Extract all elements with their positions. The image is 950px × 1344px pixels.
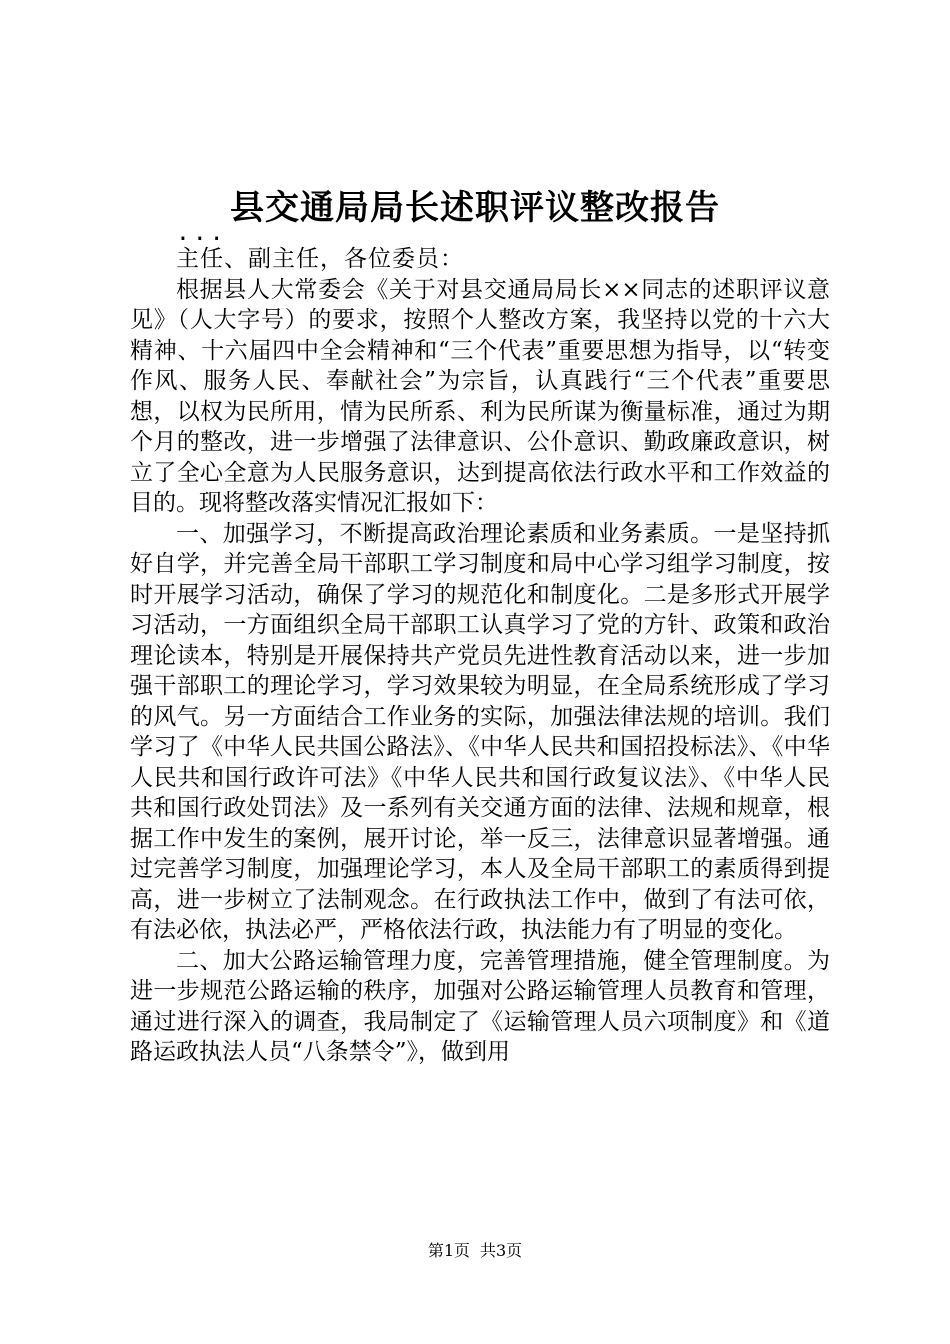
page-footer <box>0 1240 950 1262</box>
document-body <box>130 222 830 1068</box>
page-number: 第1页 <box>427 1241 470 1260</box>
paragraph-section-two: 二、加大公路运输管理力度，完善管理措施，健全管理制度。为进一步规范公路运输的秩序，加强对公路运输管理人员教育和管理，通过进行深入的调查，我局制定了《运输管理人员六项制度》和《道路运政执法人员“八条禁令”》，做到用 <box>130 947 830 1065</box>
paragraph-intro: 根据县人大常委会《关于对县交通局局长××同志的述职评议意见》（人大字号）的要求，按照个人整改方案，我坚持以党的十六大精神、十六届四中全会精神和“三个代表”重要思想为指导，以“转变作风、服务人民、奉献社会”为宗旨，认真践行“三个代表”重要思想，以权为民所用，情为民所系、利为民所谋为衡量标准，通过为期个月的整改，进一步增强了法律意识、公仆意识、勤政廉政意识，树立了全心全意为人民服务意识，达到提高依法行政水平和工作效益的目的。现将整改落实情况汇报如下： <box>130 276 830 516</box>
document-title: 县交通局局长述职评议整改报告 <box>230 188 720 228</box>
salutation: 主任、副主任，各位委员： <box>176 246 464 272</box>
paragraph-section-one: 一、加强学习，不断提高政治理论素质和业务素质。一是坚持抓好自学，并完善全局干部职工学习制度和局中心学习组学习制度，按时开展学习活动，确保了学习的规范化和制度化。二是多形式开展学习活动，一方面组织全局干部职工认真学习了党的方针、政策和政治理论读本，特别是开展保持共产党员先进性教育活动以来，进一步加强干部职工的理论学习，学习效果较为明显，在全局系统形成了学习的风气。另一方面结合工作业务的实际，加强法律法规的培训。我们学习了《中华人民共国公路法》、《中华人民共和国招投标法》、《中华人民共和国行政许可法》《中华人民共和国行政复议法》、《中华人民共和国行政处罚法》及一系列有关交通方面的法律、法规和规章，根据工作中发生的案例，展开讨论，举一反三，法律意识显著增强。通过完善学习制度，加强理论学习，本人及全局干部职工的素质得到提高，进一步树立了法制观念。在行政执法工作中，做到了有法可依，有法必依，执法必严，严格依法行政，执法能力有了明显的变化。 <box>130 520 830 943</box>
page-total: 共3页 <box>480 1241 523 1260</box>
ellipsis-line: ... <box>176 220 227 246</box>
